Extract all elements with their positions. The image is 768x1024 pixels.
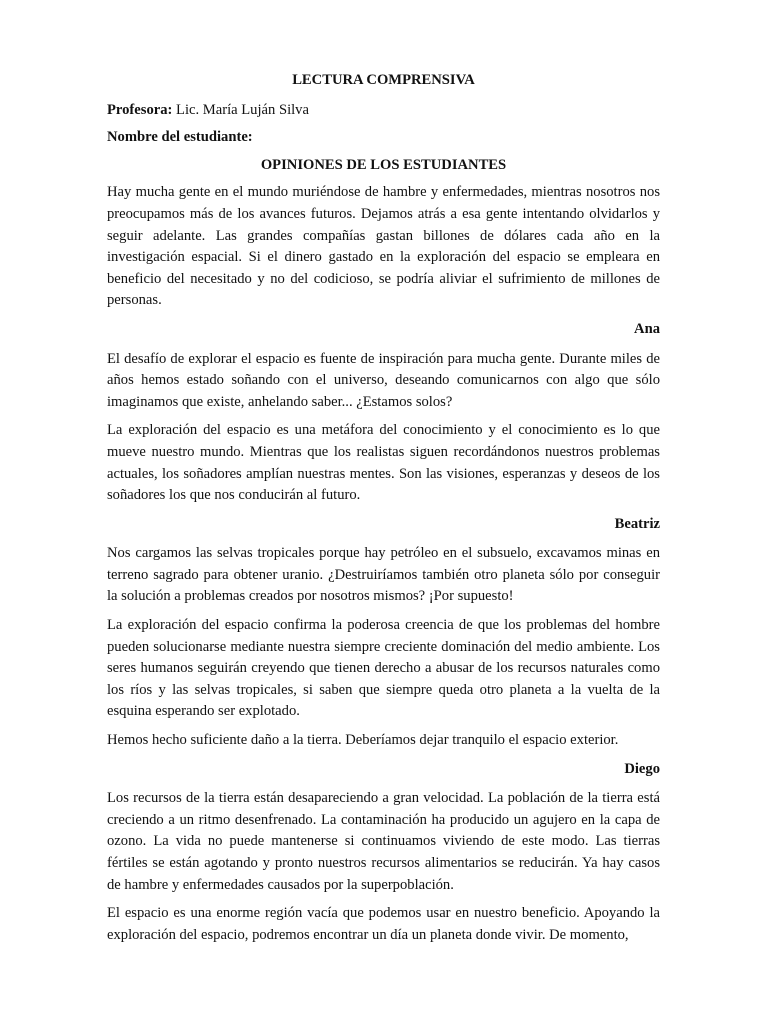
teacher-line [107,100,660,122]
teacher-name: Lic. María Luján Silva [172,101,309,118]
paragraph: Hemos hecho suficiente daño a la tierra. Deberíamos dejar tranquilo el espacio exterior. [107,732,619,749]
student-label: Nombre del estudiante: [107,129,253,146]
student-line [107,127,660,149]
teacher-label: Profesora: [107,101,173,118]
paragraph: El espacio es una enorme región vacía que podemos usar en nuestro beneficio. Apoyando la exploración del espacio, podremos encontrar un día un planeta donde vivir. De momento, [107,905,660,943]
paragraph: Los recursos de la tierra están desapareciendo a gran velocidad. La población de la tierra está creciendo a un ritmo desenfrenado. La contaminación ha producido un agujero en la capa de ozono. La vida no puede mantenerse si continuamos viviendo de este modo. Las tierras fértiles se están agotando y pronto nuestros recursos alimentarios se reducirán. Ya hay casos de hambre y enfermedades causados por la superpoblación. [107,790,660,893]
paragraph: La exploración del espacio confirma la poderosa creencia de que los problemas del hombre pueden solucionarse mediante nuestra siempre creciente dominación del medio ambiente. Los seres humanos seguirán creyendo que tienen derecho a abusar de los recursos naturales como los ríos y las selvas tropicales, si saben que siempre queda otro planeta a la vuelta de la esquina esperando ser explotado. [107,617,660,720]
author-signature: Beatriz [614,515,660,532]
paragraph: Hay mucha gente en el mundo muriéndose de hambre y enfermedades, mientras nosotros nos preocupamos más de los avances futuros. Dejamos atrás a esa gente intentando olvidarlos y seguir adelante. Las grandes compañías gastan billones de dólares cada año en la investigación espacial. Si el dinero gastado en la exploración del espacio se empleara en beneficio del necesitado y no del codicioso, se podría aliviar el sufrimiento de millones de personas. [107,184,660,309]
author-signature: Diego [624,760,660,777]
paragraph: La exploración del espacio es una metáfora del conocimiento y el conocimiento es lo que mueve nuestro mundo. Mientras que los realistas siguen recordándonos nuestros problemas actuales, los soñadores amplían nuestras mentes. Son las visiones, esperanzas y deseos de los soñadores los que nos conducirán al futuro. [107,422,660,504]
paragraph: Nos cargamos las selvas tropicales porque hay petróleo en el subsuelo, excavamos minas en terreno sagrado para obtener uranio. ¿Destruiríamos también otro planeta sólo por conseguir la solución a problemas creados por nosotros mismos? ¡Por supuesto! [107,545,660,605]
section-heading: OPINIONES DE LOS ESTUDIANTES [260,156,507,173]
document-body [107,70,660,953]
paragraph: El desafío de explorar el espacio es fuente de inspiración para mucha gente. Durante miles de años hemos estado soñando con el universo, deseando comunicarnos con algo que sólo imaginamos que existe, anhelando saber... ¿Estamos solos? [107,350,660,410]
document-title: LECTURA COMPRENSIVA [292,72,475,88]
author-signature: Ana [634,320,660,337]
